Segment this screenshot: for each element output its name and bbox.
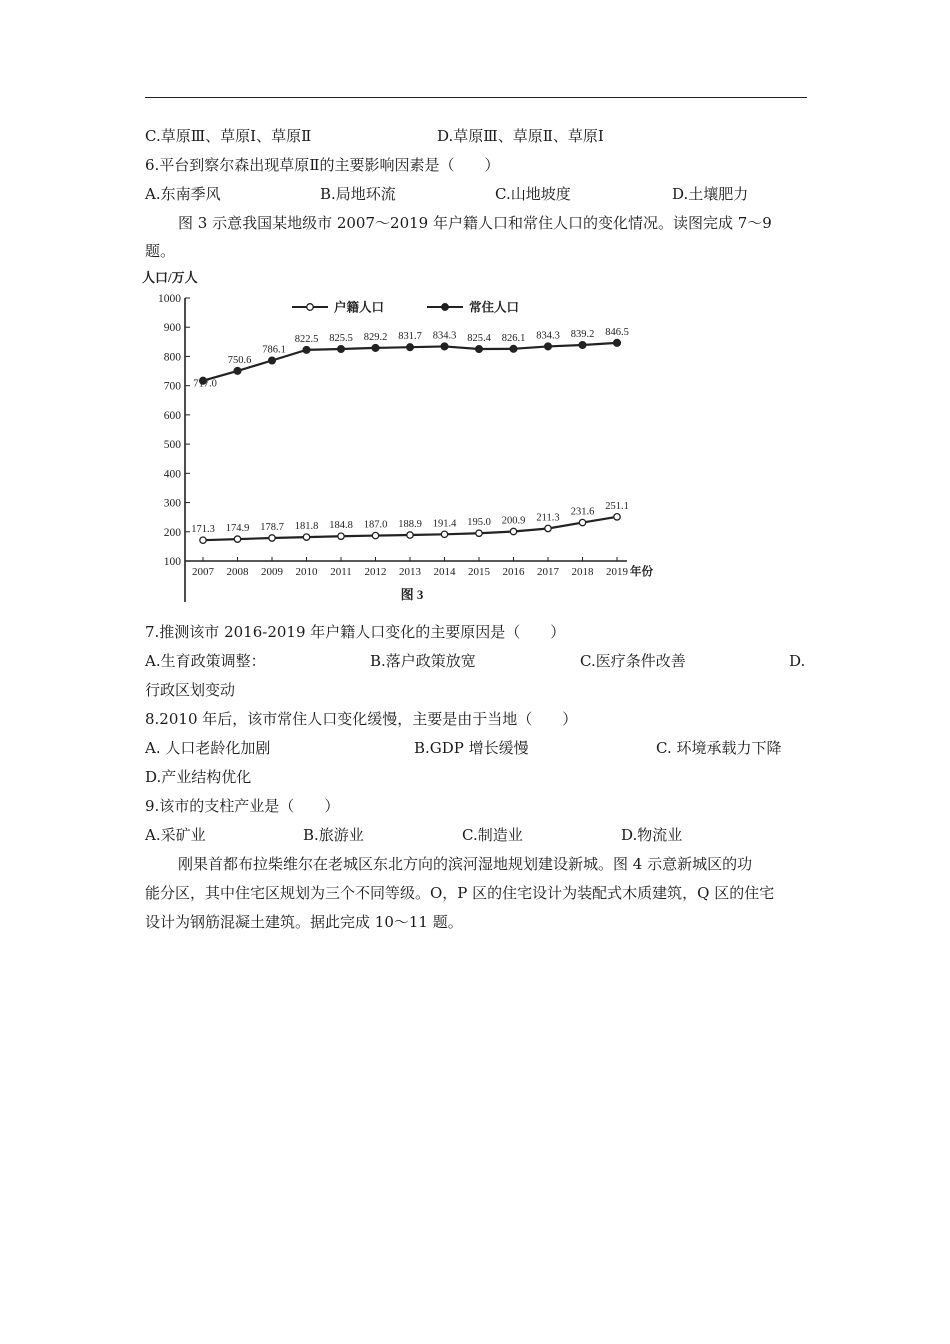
x-tick-label: 2013: [399, 566, 421, 578]
x-tick-label: 2010: [295, 566, 318, 578]
data-label: 750.6: [227, 354, 252, 366]
intro-10-11-line1: 刚果首都布拉柴维尔在老城区东北方向的滨河湿地规划建设新城。图 4 示意新城区的功: [178, 855, 753, 873]
data-point: [200, 537, 206, 543]
q9-option-d: D.物流业: [621, 826, 683, 844]
intro-7-9-line1: 图 3 示意我国某地级市 2007～2019 年户籍人口和常住人口的变化情况。读图完成 7～9: [178, 214, 772, 232]
q7-stem: 7.推测该市 2016-2019 年户籍人口变化的主要原因是（ ）: [145, 623, 566, 641]
intro-7-9-line2: 题。: [145, 242, 176, 260]
legend-label: 常住人口: [469, 300, 520, 315]
q8-stem: 8.2010 年后，该市常住人口变化缓慢，主要是由于当地（ ）: [145, 710, 578, 728]
y-tick-label: 400: [163, 468, 181, 481]
data-label: 184.8: [329, 520, 353, 532]
data-label: 200.9: [501, 515, 526, 527]
y-axis-label: 人口/万人: [142, 270, 198, 285]
q8-option-a: A. 人口老龄化加剧: [145, 739, 271, 757]
data-label: 211.3: [536, 512, 560, 524]
data-point: [510, 528, 516, 534]
data-label: 195.0: [467, 517, 491, 529]
x-tick-label: 2009: [261, 566, 283, 578]
data-point: [407, 532, 413, 538]
data-label: 231.6: [570, 506, 595, 518]
y-tick-label: 1000: [158, 293, 181, 305]
q6-stem: 6.平台到察尔森出现草原Ⅱ的主要影响因素是（ ）: [145, 156, 500, 174]
q7-option-b: B.落户政策放宽: [370, 652, 476, 670]
data-point: [338, 533, 344, 539]
data-label: 839.2: [570, 328, 595, 340]
y-tick-label: 200: [163, 526, 181, 539]
x-tick-label: 2018: [571, 566, 594, 578]
legend-label: 户籍人口: [334, 300, 385, 315]
data-point: [579, 519, 585, 525]
data-point: [476, 346, 483, 353]
x-tick-label: 2008: [226, 566, 249, 578]
header-rule: [145, 97, 807, 98]
q7-option-d-prefix: D.: [789, 652, 806, 670]
q7-option-c: C.医疗条件改善: [580, 652, 686, 670]
x-tick-label: 2017: [537, 566, 559, 578]
data-point: [407, 344, 414, 351]
data-label: 834.3: [536, 330, 560, 342]
data-label: 171.3: [191, 524, 215, 536]
y-tick-label: 900: [163, 322, 181, 335]
y-tick-label: 600: [163, 409, 181, 422]
data-point: [372, 532, 378, 538]
q7-option-d-text: 行政区划变动: [145, 681, 236, 699]
data-point: [234, 536, 240, 542]
x-tick-label: 2012: [364, 566, 387, 578]
data-point: [476, 530, 482, 536]
y-tick-label: 500: [163, 439, 181, 452]
q9-stem: 9.该市的支柱产业是（ ）: [145, 797, 340, 815]
data-point: [441, 531, 447, 537]
y-tick-label: 300: [163, 497, 181, 510]
q6-option-d: D.土壤肥力: [672, 185, 749, 203]
data-label: 786.1: [262, 344, 286, 356]
data-label: 829.2: [363, 331, 388, 343]
data-label: 191.4: [432, 518, 457, 530]
data-point: [269, 357, 276, 364]
data-point: [614, 514, 620, 520]
data-point: [545, 525, 551, 531]
data-label: 825.5: [329, 332, 353, 344]
population-chart: [140, 262, 680, 614]
legend-marker: [307, 304, 314, 311]
data-label: 826.1: [501, 332, 526, 344]
q9-option-b: B.旅游业: [303, 826, 364, 844]
q9-option-c: C.制造业: [462, 826, 523, 844]
x-tick-label: 2015: [468, 566, 490, 578]
data-label: 187.0: [363, 519, 388, 531]
q8-option-b: B.GDP 增长缓慢: [414, 739, 529, 757]
x-tick-label: 2019: [606, 566, 628, 578]
intro-10-11-line3: 设计为钢筋混凝土建筑。据此完成 10～11 题。: [145, 913, 463, 931]
data-label: 181.8: [294, 521, 319, 533]
data-point: [614, 339, 621, 346]
intro-10-11-line2: 能分区，其中住宅区规划为三个不同等级。O，P 区的住宅设计为装配式木质建筑，Q 区的住宅: [145, 884, 775, 902]
q5-option-c: C.草原Ⅲ、草原Ⅰ、草原Ⅱ: [145, 127, 312, 145]
data-label: 822.5: [294, 333, 319, 345]
q9-option-a: A.采矿业: [145, 826, 206, 844]
data-point: [545, 343, 552, 350]
y-tick-label: 100: [163, 556, 181, 568]
q6-option-b: B.局地环流: [320, 185, 396, 203]
data-point: [441, 343, 448, 350]
data-label: 174.9: [225, 523, 250, 535]
figure-caption: 图 3: [400, 587, 424, 602]
data-point: [303, 534, 309, 540]
data-label: 831.7: [398, 331, 422, 343]
data-label: 846.5: [605, 326, 629, 338]
q7-option-a: A.生育政策调整：: [145, 652, 266, 670]
data-point: [579, 342, 586, 349]
x-tick-label: 2014: [433, 566, 456, 578]
x-tick-label: 2016: [502, 566, 525, 578]
data-point: [338, 346, 345, 353]
q5-option-d: D.草原Ⅲ、草原Ⅱ、草原Ⅰ: [437, 127, 604, 145]
data-label: 251.1: [605, 500, 629, 512]
q8-option-d: D.产业结构优化: [145, 768, 252, 786]
data-label: 717.0: [193, 378, 217, 390]
y-tick-label: 700: [163, 380, 181, 393]
data-point: [510, 345, 517, 352]
data-label: 825.4: [467, 333, 491, 345]
legend-marker: [442, 304, 449, 311]
x-tick-label: 2011: [330, 566, 352, 578]
data-label: 178.7: [260, 522, 284, 534]
q6-option-c: C.山地坡度: [495, 185, 571, 203]
x-tick-label: 2007: [192, 566, 214, 578]
data-label: 834.3: [432, 330, 457, 342]
data-point: [303, 346, 310, 353]
q8-option-c: C. 环境承载力下降: [656, 739, 782, 757]
data-point: [269, 535, 275, 541]
q6-option-a: A.东南季风: [145, 185, 221, 203]
data-point: [372, 345, 379, 352]
data-point: [234, 367, 241, 374]
y-tick-label: 800: [163, 351, 181, 364]
data-label: 188.9: [398, 519, 422, 531]
x-axis-label: 年份: [630, 566, 653, 578]
